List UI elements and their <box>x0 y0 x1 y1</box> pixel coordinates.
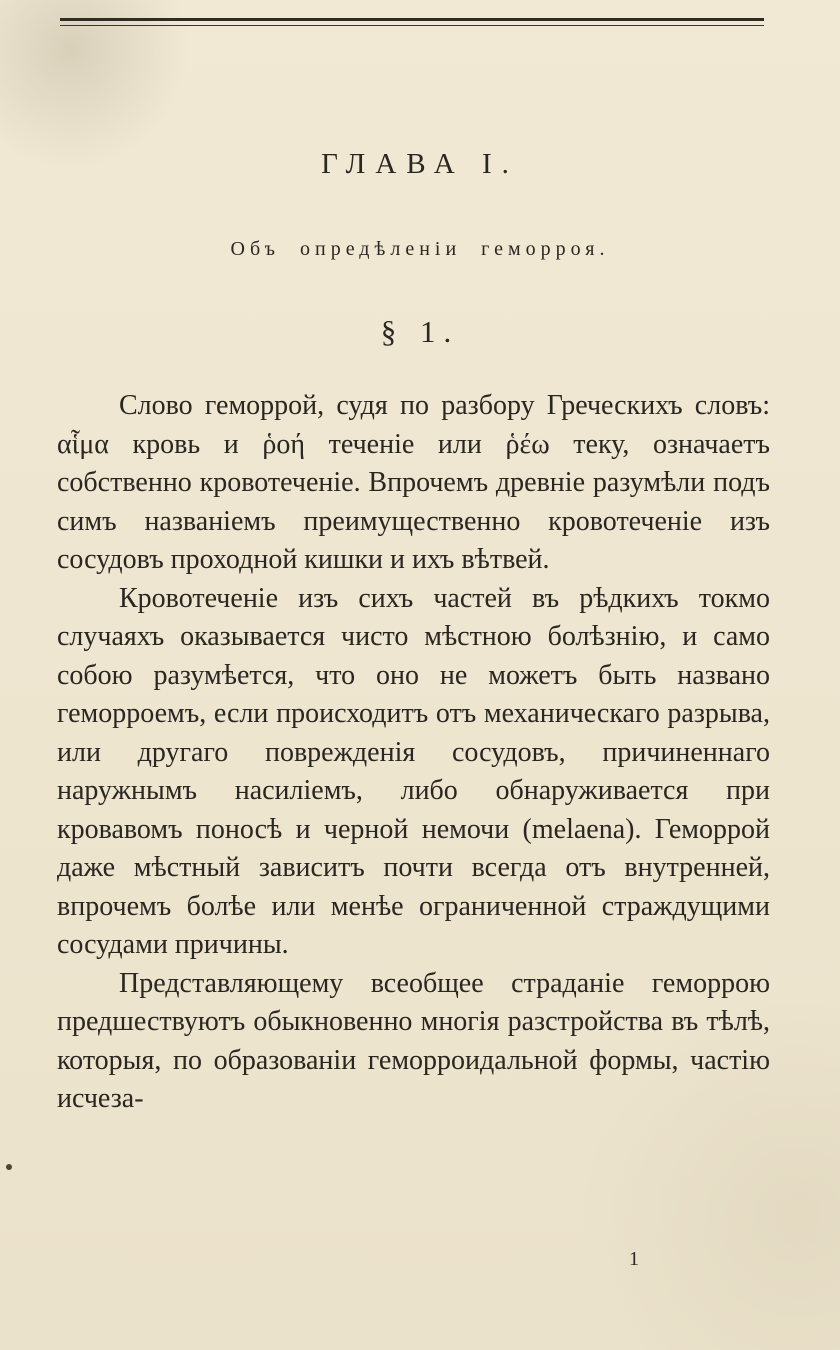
top-rule <box>60 18 764 21</box>
chapter-body <box>57 387 770 1119</box>
section-number: § 1. <box>380 314 460 349</box>
chapter-subtitle: Объ опредѣленіи геморроя. <box>230 238 610 260</box>
page-stain <box>6 1164 12 1170</box>
page-number: 1 <box>629 1248 639 1270</box>
paragraph: Кровотеченіе изъ сихъ частей въ рѣдкихъ токмо случаяхъ оказывается чисто мѣстною болѣзнію, и само собою разумѣется, что оно не можетъ быть названо геморроемъ, если происходитъ отъ механическаго разрыва, или другаго поврежденія сосудовъ, причиненнаго наружнымъ насиліемъ, либо обнаруживается при кровавомъ поносѣ и черной немочи (melaena). Геморрой даже мѣстный зависитъ почти всегда отъ внутренней, впрочемъ болѣе или менѣе ограниченной страждущими сосудами причины. <box>57 582 770 960</box>
chapter-title: ГЛАВА І. <box>321 148 519 180</box>
paragraph: Слово геморрой, судя по разбору Греческихъ словъ: αἷμα кровь и ῥοή теченіе или ῥέω теку, означаетъ собственно кровотеченіе. Впрочемъ древніе разумѣли подъ симъ названіемъ преимущественно кровотеченіе изъ сосудовъ проходной кишки и ихъ вѣтвей. <box>57 390 770 575</box>
top-rule-thin <box>60 25 764 26</box>
paragraph: Представляющему всеобщее страданіе геморрою предшествуютъ обыкновенно многія разстройства въ тѣлѣ, которыя, по образованіи геморроидальной формы, частію исчеза- <box>57 967 770 1114</box>
